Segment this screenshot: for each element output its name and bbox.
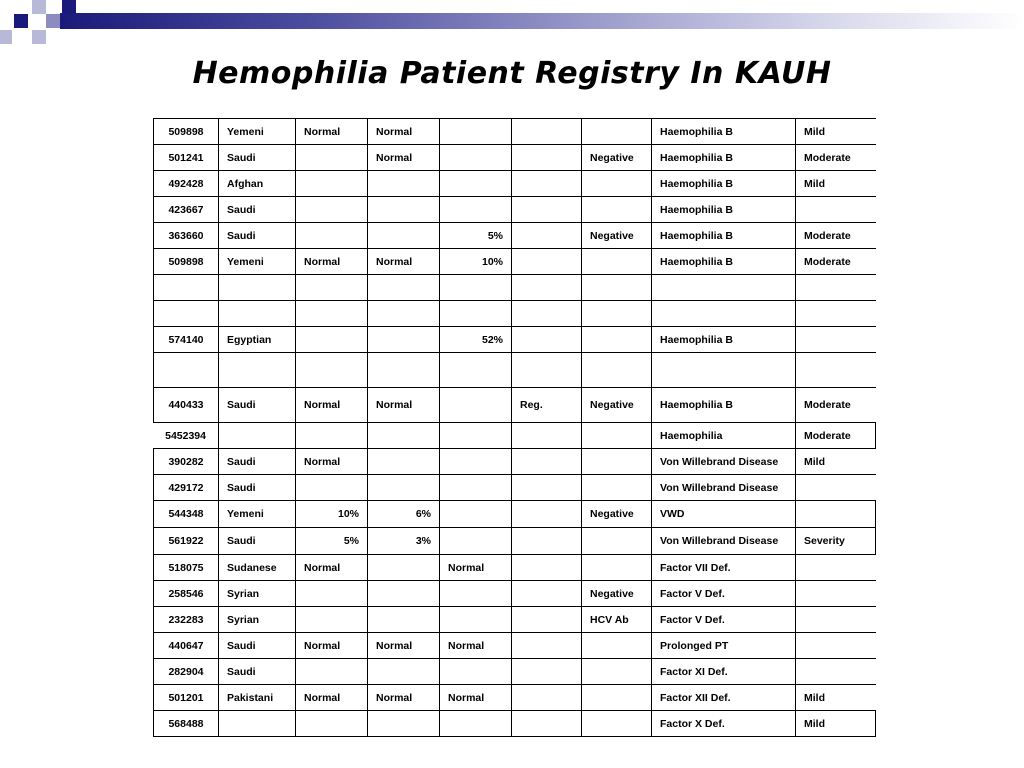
table-cell xyxy=(582,449,652,475)
table-cell: Haemophilia xyxy=(652,423,796,449)
table-cell xyxy=(512,249,582,275)
table-cell xyxy=(512,145,582,171)
table-cell: Normal xyxy=(440,633,512,659)
table-row xyxy=(154,119,876,145)
table-cell: Factor XII Def. xyxy=(652,685,796,711)
table-cell: HCV Ab xyxy=(582,607,652,633)
table-cell: Moderate xyxy=(796,249,876,275)
table-cell xyxy=(296,353,368,388)
table-cell xyxy=(296,275,368,301)
table-cell: Von Willebrand Disease xyxy=(652,475,796,501)
table-cell xyxy=(368,301,440,327)
table-cell xyxy=(582,659,652,685)
table-cell xyxy=(219,711,296,737)
table-cell: Normal xyxy=(368,633,440,659)
table-cell: Saudi xyxy=(219,475,296,501)
table-cell: Saudi xyxy=(219,659,296,685)
table-cell xyxy=(512,475,582,501)
table-cell xyxy=(440,711,512,737)
table-cell: Prolonged PT xyxy=(652,633,796,659)
table-cell xyxy=(512,353,582,388)
table-cell xyxy=(512,119,582,145)
table-cell xyxy=(652,353,796,388)
patient-registry-table xyxy=(153,118,876,737)
table-cell xyxy=(368,659,440,685)
table-row xyxy=(154,249,876,275)
table-cell: Normal xyxy=(440,555,512,581)
table-cell xyxy=(512,301,582,327)
table-cell xyxy=(582,197,652,223)
table-cell xyxy=(368,171,440,197)
table-cell: Negative xyxy=(582,581,652,607)
table-cell: 509898 xyxy=(154,119,219,145)
table-cell xyxy=(582,423,652,449)
table-cell: Normal xyxy=(296,555,368,581)
header-decoration xyxy=(0,0,1024,46)
table-cell: 568488 xyxy=(154,711,219,737)
table-cell: 492428 xyxy=(154,171,219,197)
table-cell: Negative xyxy=(582,388,652,423)
table-cell: Saudi xyxy=(219,145,296,171)
table-cell xyxy=(296,607,368,633)
table-cell xyxy=(440,119,512,145)
table-cell xyxy=(512,171,582,197)
table-cell xyxy=(796,659,876,685)
table-cell: 561922 xyxy=(154,528,219,555)
table-row xyxy=(154,528,876,555)
table-cell xyxy=(512,633,582,659)
table-cell xyxy=(796,275,876,301)
table-cell: Factor X Def. xyxy=(652,711,796,737)
table-cell xyxy=(440,475,512,501)
table-row xyxy=(154,501,876,528)
decor-square xyxy=(46,14,60,28)
table-cell: 3% xyxy=(368,528,440,555)
table-cell: Normal xyxy=(296,685,368,711)
table-row xyxy=(154,659,876,685)
table-cell: Severity xyxy=(796,528,876,555)
table-cell xyxy=(368,555,440,581)
table-cell: Factor V Def. xyxy=(652,607,796,633)
table-cell xyxy=(296,423,368,449)
table-cell xyxy=(582,171,652,197)
table-cell: 232283 xyxy=(154,607,219,633)
table-cell: Normal xyxy=(296,249,368,275)
table-cell xyxy=(154,301,219,327)
table-cell: 390282 xyxy=(154,449,219,475)
table-cell: 282904 xyxy=(154,659,219,685)
table-cell: 10% xyxy=(296,501,368,528)
table-cell xyxy=(154,353,219,388)
table-cell: Egyptian xyxy=(219,327,296,353)
table-cell: Normal xyxy=(368,145,440,171)
table-cell xyxy=(582,475,652,501)
table-cell xyxy=(296,581,368,607)
table-cell: Mild xyxy=(796,119,876,145)
table-cell xyxy=(512,423,582,449)
table-cell xyxy=(512,327,582,353)
table-row xyxy=(154,685,876,711)
table-cell: 5% xyxy=(296,528,368,555)
table-cell xyxy=(296,301,368,327)
table-cell: Saudi xyxy=(219,633,296,659)
table-row xyxy=(154,388,876,423)
table-cell: 5% xyxy=(440,223,512,249)
table-cell xyxy=(296,475,368,501)
slide-title: Hemophilia Patient Registry In KAUH xyxy=(192,56,832,91)
table-cell: Normal xyxy=(368,388,440,423)
table-cell xyxy=(219,353,296,388)
table-cell xyxy=(440,197,512,223)
table-cell xyxy=(368,275,440,301)
table-cell xyxy=(796,633,876,659)
table-cell xyxy=(796,501,876,528)
table-cell xyxy=(296,171,368,197)
table-cell: 574140 xyxy=(154,327,219,353)
table-cell xyxy=(440,581,512,607)
table-cell: Factor VII Def. xyxy=(652,555,796,581)
table-cell xyxy=(296,197,368,223)
table-cell xyxy=(440,659,512,685)
table-cell: Normal xyxy=(368,685,440,711)
table-cell xyxy=(440,275,512,301)
table-cell xyxy=(512,607,582,633)
table-row xyxy=(154,275,876,301)
table-cell: 518075 xyxy=(154,555,219,581)
table-cell: Saudi xyxy=(219,449,296,475)
table-cell: Reg. xyxy=(512,388,582,423)
table-cell xyxy=(512,223,582,249)
table-cell: Haemophilia B xyxy=(652,388,796,423)
table-cell: Yemeni xyxy=(219,501,296,528)
table-cell xyxy=(582,528,652,555)
table-cell: Yemeni xyxy=(219,119,296,145)
table-cell: Moderate xyxy=(796,423,876,449)
decor-square xyxy=(32,30,46,44)
table-cell xyxy=(512,685,582,711)
table-cell xyxy=(440,353,512,388)
table-cell xyxy=(440,388,512,423)
table-cell: Sudanese xyxy=(219,555,296,581)
decor-square xyxy=(0,30,12,44)
table-cell xyxy=(440,423,512,449)
table-cell xyxy=(512,555,582,581)
table-cell: VWD xyxy=(652,501,796,528)
table-cell: Normal xyxy=(296,119,368,145)
table-cell xyxy=(796,475,876,501)
table-cell xyxy=(582,633,652,659)
table-cell xyxy=(796,327,876,353)
table-cell xyxy=(368,197,440,223)
table-cell: 423667 xyxy=(154,197,219,223)
table-row xyxy=(154,223,876,249)
table-cell: Syrian xyxy=(219,607,296,633)
table-cell: Yemeni xyxy=(219,249,296,275)
table-cell xyxy=(652,301,796,327)
table-cell: 6% xyxy=(368,501,440,528)
table-row xyxy=(154,327,876,353)
table-cell xyxy=(512,711,582,737)
table-row xyxy=(154,449,876,475)
table-cell xyxy=(796,197,876,223)
table-cell xyxy=(512,275,582,301)
table-cell xyxy=(368,449,440,475)
table-cell: 440433 xyxy=(154,388,219,423)
table-cell: 544348 xyxy=(154,501,219,528)
table-cell xyxy=(368,711,440,737)
table-cell xyxy=(652,275,796,301)
table-cell: Haemophilia B xyxy=(652,327,796,353)
table-cell: Haemophilia B xyxy=(652,171,796,197)
header-gradient-bar xyxy=(60,13,1024,29)
table-cell: 509898 xyxy=(154,249,219,275)
table-cell: Syrian xyxy=(219,581,296,607)
table-cell: 501241 xyxy=(154,145,219,171)
table-cell xyxy=(796,301,876,327)
table-cell xyxy=(219,275,296,301)
table-cell: Moderate xyxy=(796,388,876,423)
table-cell xyxy=(440,301,512,327)
table-cell: Negative xyxy=(582,501,652,528)
table-cell: 52% xyxy=(440,327,512,353)
table-cell xyxy=(219,301,296,327)
table-cell: Normal xyxy=(296,633,368,659)
table-cell xyxy=(512,197,582,223)
table-cell xyxy=(154,275,219,301)
table-cell xyxy=(512,449,582,475)
table-cell: Saudi xyxy=(219,528,296,555)
table-cell xyxy=(582,275,652,301)
table-cell: Normal xyxy=(296,388,368,423)
table-cell: Haemophilia B xyxy=(652,197,796,223)
table-cell: Pakistani xyxy=(219,685,296,711)
table-cell: Saudi xyxy=(219,388,296,423)
table-cell xyxy=(582,301,652,327)
table-cell xyxy=(512,581,582,607)
table-cell: 363660 xyxy=(154,223,219,249)
table-cell xyxy=(796,353,876,388)
table-cell xyxy=(296,659,368,685)
table-cell xyxy=(368,581,440,607)
table-cell: Normal xyxy=(296,449,368,475)
table-cell: Negative xyxy=(582,145,652,171)
table-cell xyxy=(440,449,512,475)
table-row xyxy=(154,423,876,449)
table-cell: Mild xyxy=(796,449,876,475)
decor-square xyxy=(32,0,46,14)
table-cell xyxy=(296,223,368,249)
table-cell: Afghan xyxy=(219,171,296,197)
table-cell xyxy=(296,327,368,353)
table-cell xyxy=(368,475,440,501)
table-cell: 501201 xyxy=(154,685,219,711)
table-cell xyxy=(796,581,876,607)
table-cell xyxy=(440,501,512,528)
table-row xyxy=(154,633,876,659)
table-cell: 5452394 xyxy=(154,423,219,449)
table-cell xyxy=(796,607,876,633)
table-cell: Saudi xyxy=(219,197,296,223)
table-row xyxy=(154,475,876,501)
table-cell xyxy=(440,607,512,633)
table-cell xyxy=(582,711,652,737)
table-row xyxy=(154,711,876,737)
table-cell: 10% xyxy=(440,249,512,275)
table-cell xyxy=(296,711,368,737)
table-cell: Mild xyxy=(796,171,876,197)
table-cell xyxy=(440,145,512,171)
table-cell xyxy=(582,685,652,711)
table-cell xyxy=(512,659,582,685)
table-cell: Haemophilia B xyxy=(652,145,796,171)
table-cell: Negative xyxy=(582,223,652,249)
table-row xyxy=(154,353,876,388)
table-cell: Moderate xyxy=(796,223,876,249)
table-cell: Normal xyxy=(368,249,440,275)
table-cell: Von Willebrand Disease xyxy=(652,528,796,555)
table-cell: Normal xyxy=(368,119,440,145)
table-cell: 440647 xyxy=(154,633,219,659)
decor-square xyxy=(62,0,76,14)
table-cell: Factor XI Def. xyxy=(652,659,796,685)
table-cell xyxy=(512,528,582,555)
table-cell: Factor V Def. xyxy=(652,581,796,607)
table-row xyxy=(154,555,876,581)
table-cell xyxy=(368,327,440,353)
table-cell: Haemophilia B xyxy=(652,119,796,145)
table-row xyxy=(154,145,876,171)
table-cell xyxy=(582,249,652,275)
table-cell: Von Willebrand Disease xyxy=(652,449,796,475)
table-cell: Haemophilia B xyxy=(652,223,796,249)
table-cell xyxy=(368,353,440,388)
table-cell xyxy=(368,607,440,633)
table-cell xyxy=(440,528,512,555)
table-cell: Saudi xyxy=(219,223,296,249)
table-row xyxy=(154,171,876,197)
table-cell xyxy=(368,423,440,449)
table-cell xyxy=(368,223,440,249)
table-cell: Moderate xyxy=(796,145,876,171)
table-cell: Mild xyxy=(796,711,876,737)
table-cell xyxy=(582,119,652,145)
table-row xyxy=(154,301,876,327)
table-cell xyxy=(296,145,368,171)
table-cell: 429172 xyxy=(154,475,219,501)
table-row xyxy=(154,607,876,633)
table-row xyxy=(154,197,876,223)
table-cell xyxy=(512,501,582,528)
table-cell: Mild xyxy=(796,685,876,711)
table-cell: Normal xyxy=(440,685,512,711)
table-cell xyxy=(796,555,876,581)
decor-square xyxy=(14,14,28,28)
table-cell xyxy=(582,353,652,388)
table-cell xyxy=(582,555,652,581)
table-cell: 258546 xyxy=(154,581,219,607)
table-row xyxy=(154,581,876,607)
table-cell xyxy=(219,423,296,449)
table-cell xyxy=(440,171,512,197)
table-cell: Haemophilia B xyxy=(652,249,796,275)
table-cell xyxy=(582,327,652,353)
